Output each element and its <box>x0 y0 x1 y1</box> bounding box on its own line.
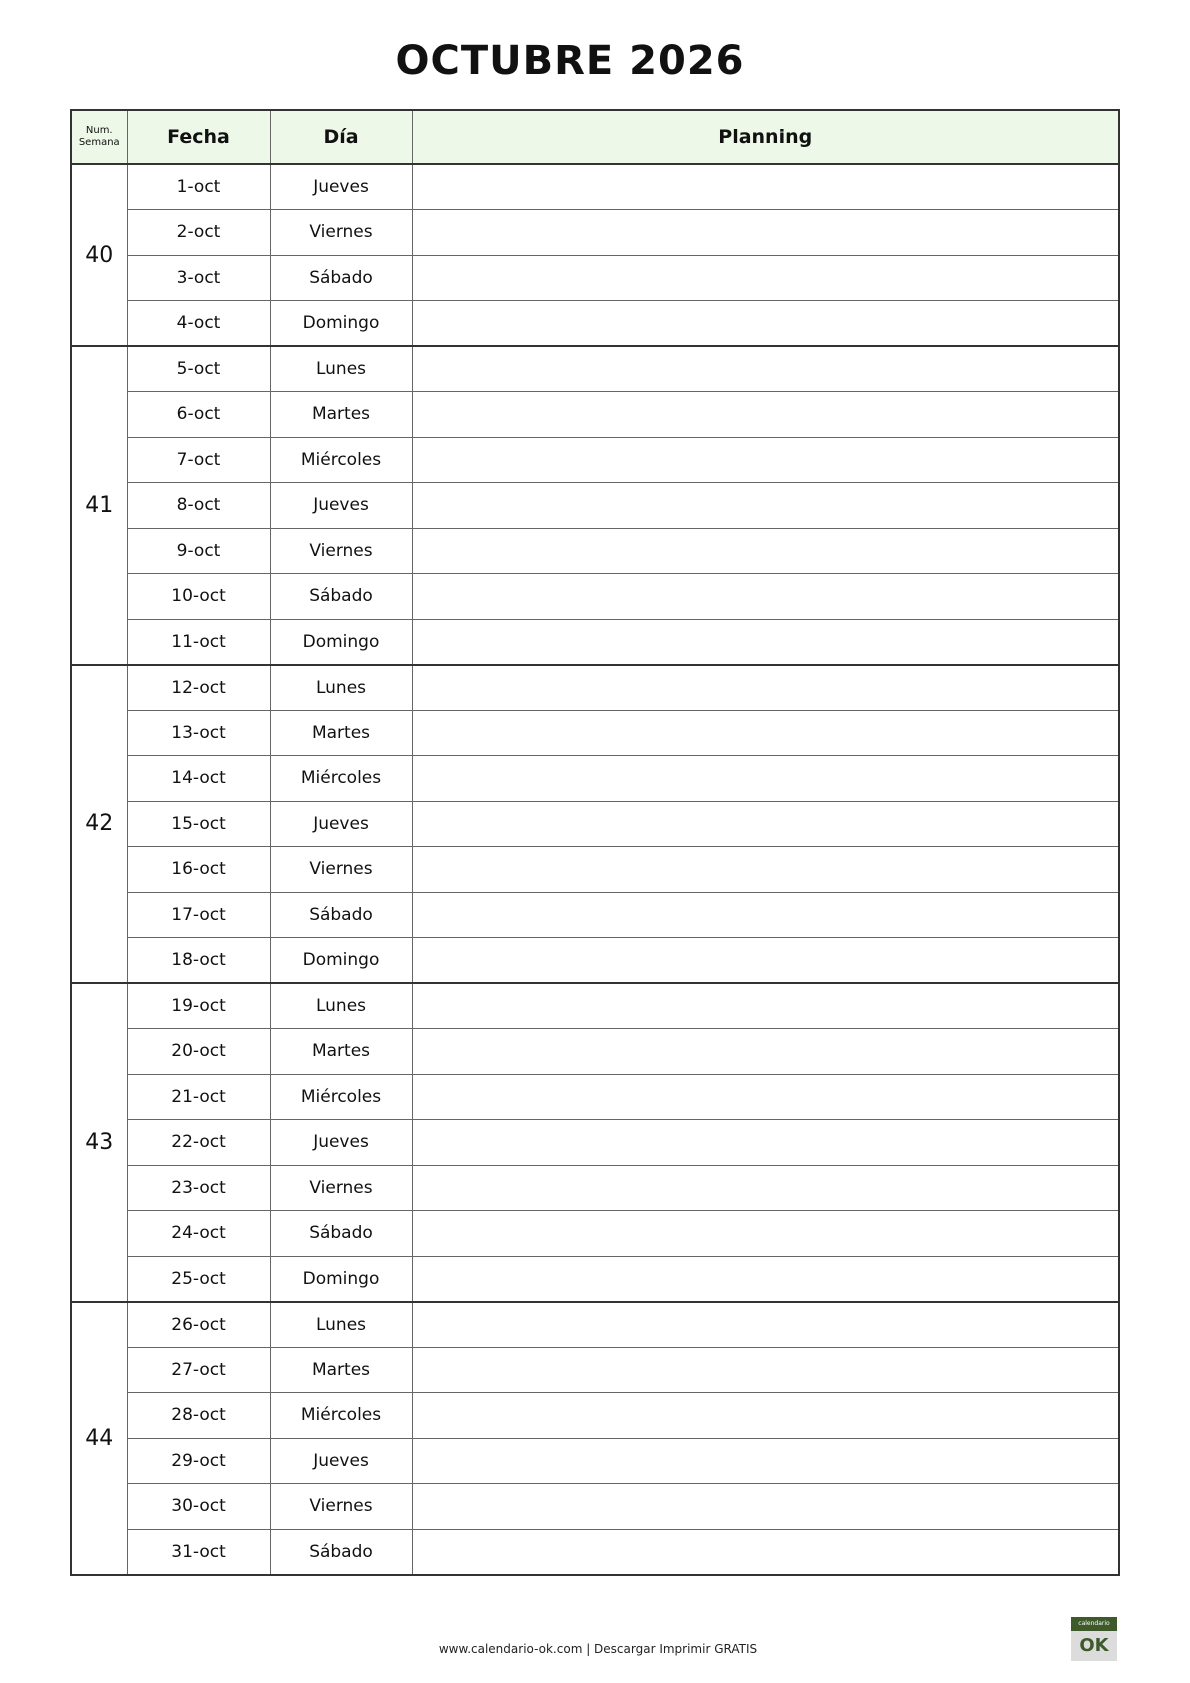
day-cell: Jueves <box>270 1120 412 1166</box>
date-cell: 29-oct <box>127 1438 270 1484</box>
planning-cell[interactable] <box>412 847 1119 893</box>
day-cell: Sábado <box>270 892 412 938</box>
date-cell: 17-oct <box>127 892 270 938</box>
day-cell: Domingo <box>270 301 412 347</box>
date-cell: 3-oct <box>127 255 270 301</box>
week-number: 40 <box>71 164 127 346</box>
planning-cell[interactable] <box>412 255 1119 301</box>
planning-cell[interactable] <box>412 1438 1119 1484</box>
day-row <box>71 756 1119 802</box>
day-row <box>71 1529 1119 1575</box>
day-row <box>71 210 1119 256</box>
day-row <box>71 437 1119 483</box>
planning-cell[interactable] <box>412 210 1119 256</box>
day-cell: Miércoles <box>270 1074 412 1120</box>
planning-cell[interactable] <box>412 1074 1119 1120</box>
calendario-ok-logo[interactable] <box>1071 1617 1117 1661</box>
date-cell: 4-oct <box>127 301 270 347</box>
planning-cell[interactable] <box>412 1256 1119 1302</box>
day-row <box>71 1393 1119 1439</box>
day-row <box>71 1302 1119 1348</box>
planning-cell[interactable] <box>412 483 1119 529</box>
date-cell: 18-oct <box>127 938 270 984</box>
day-cell: Viernes <box>270 847 412 893</box>
logo-bottom-label: OK <box>1071 1631 1117 1661</box>
day-cell: Viernes <box>270 210 412 256</box>
planning-cell[interactable] <box>412 665 1119 711</box>
date-cell: 13-oct <box>127 710 270 756</box>
day-cell: Martes <box>270 1347 412 1393</box>
day-row <box>71 574 1119 620</box>
planning-cell[interactable] <box>412 528 1119 574</box>
day-row <box>71 710 1119 756</box>
date-cell: 20-oct <box>127 1029 270 1075</box>
day-row <box>71 301 1119 347</box>
date-cell: 27-oct <box>127 1347 270 1393</box>
day-cell: Jueves <box>270 1438 412 1484</box>
day-cell: Viernes <box>270 1165 412 1211</box>
date-cell: 23-oct <box>127 1165 270 1211</box>
day-row <box>71 665 1119 711</box>
date-cell: 7-oct <box>127 437 270 483</box>
planning-cell[interactable] <box>412 619 1119 665</box>
day-row <box>71 847 1119 893</box>
planning-cell[interactable] <box>412 1165 1119 1211</box>
planning-cell[interactable] <box>412 756 1119 802</box>
week-number: 42 <box>71 665 127 984</box>
day-row <box>71 892 1119 938</box>
date-cell: 11-oct <box>127 619 270 665</box>
day-cell: Jueves <box>270 164 412 210</box>
day-row <box>71 1256 1119 1302</box>
date-cell: 12-oct <box>127 665 270 711</box>
planning-cell[interactable] <box>412 346 1119 392</box>
date-cell: 14-oct <box>127 756 270 802</box>
day-row <box>71 346 1119 392</box>
day-cell: Jueves <box>270 483 412 529</box>
date-cell: 28-oct <box>127 1393 270 1439</box>
day-cell: Miércoles <box>270 437 412 483</box>
day-row <box>71 1211 1119 1257</box>
day-row <box>71 483 1119 529</box>
date-cell: 22-oct <box>127 1120 270 1166</box>
day-cell: Sábado <box>270 1529 412 1575</box>
day-cell: Martes <box>270 1029 412 1075</box>
week-header-line1: Num. <box>85 125 113 136</box>
day-cell: Sábado <box>270 255 412 301</box>
planning-header: Planning <box>412 110 1119 164</box>
planner-body <box>71 164 1119 1575</box>
date-cell: 6-oct <box>127 392 270 438</box>
day-cell: Sábado <box>270 1211 412 1257</box>
day-row <box>71 1074 1119 1120</box>
date-cell: 1-oct <box>127 164 270 210</box>
date-cell: 10-oct <box>127 574 270 620</box>
day-cell: Domingo <box>270 938 412 984</box>
day-cell: Miércoles <box>270 756 412 802</box>
planning-cell[interactable] <box>412 1302 1119 1348</box>
planning-cell[interactable] <box>412 437 1119 483</box>
week-number: 41 <box>71 346 127 665</box>
day-cell: Lunes <box>270 1302 412 1348</box>
day-cell: Sábado <box>270 574 412 620</box>
planning-cell[interactable] <box>412 164 1119 210</box>
header-row <box>71 110 1119 164</box>
day-row <box>71 938 1119 984</box>
planning-cell[interactable] <box>412 1393 1119 1439</box>
day-row <box>71 619 1119 665</box>
day-row <box>71 983 1119 1029</box>
day-cell: Miércoles <box>270 1393 412 1439</box>
date-cell: 2-oct <box>127 210 270 256</box>
date-cell: 5-oct <box>127 346 270 392</box>
date-cell: 24-oct <box>127 1211 270 1257</box>
week-number: 44 <box>71 1302 127 1575</box>
week-number: 43 <box>71 983 127 1302</box>
planning-cell[interactable] <box>412 1211 1119 1257</box>
date-cell: 25-oct <box>127 1256 270 1302</box>
planning-cell[interactable] <box>412 710 1119 756</box>
planner-table <box>70 109 1120 1576</box>
date-cell: 26-oct <box>127 1302 270 1348</box>
day-cell: Jueves <box>270 801 412 847</box>
day-row <box>71 392 1119 438</box>
week-header-line2: Semana <box>78 137 120 148</box>
page-title: OCTUBRE 2026 <box>395 38 745 84</box>
planning-cell[interactable] <box>412 1484 1119 1530</box>
day-cell: Lunes <box>270 665 412 711</box>
day-row <box>71 1029 1119 1075</box>
date-cell: 19-oct <box>127 983 270 1029</box>
day-cell: Martes <box>270 710 412 756</box>
planning-cell[interactable] <box>412 301 1119 347</box>
day-row <box>71 1165 1119 1211</box>
day-cell: Domingo <box>270 619 412 665</box>
day-cell: Martes <box>270 392 412 438</box>
planning-cell[interactable] <box>412 983 1119 1029</box>
day-cell: Lunes <box>270 346 412 392</box>
day-row <box>71 1120 1119 1166</box>
day-row <box>71 255 1119 301</box>
planning-cell[interactable] <box>412 392 1119 438</box>
planning-cell[interactable] <box>412 1120 1119 1166</box>
day-cell: Domingo <box>270 1256 412 1302</box>
day-row <box>71 1484 1119 1530</box>
date-cell: 8-oct <box>127 483 270 529</box>
date-cell: 15-oct <box>127 801 270 847</box>
date-cell: 16-oct <box>127 847 270 893</box>
day-header: Día <box>270 110 412 164</box>
planning-cell[interactable] <box>412 801 1119 847</box>
footer-text: www.calendario-ok.com | Descargar Imprimir GRATIS <box>438 1642 758 1656</box>
date-cell: 31-oct <box>127 1529 270 1575</box>
planning-cell[interactable] <box>412 938 1119 984</box>
planning-cell[interactable] <box>412 1529 1119 1575</box>
day-row <box>71 164 1119 210</box>
date-header: Fecha <box>127 110 270 164</box>
planning-cell[interactable] <box>412 892 1119 938</box>
day-row <box>71 1347 1119 1393</box>
date-cell: 9-oct <box>127 528 270 574</box>
planning-cell[interactable] <box>412 1347 1119 1393</box>
day-row <box>71 801 1119 847</box>
day-row <box>71 528 1119 574</box>
day-row <box>71 1438 1119 1484</box>
day-cell: Viernes <box>270 1484 412 1530</box>
day-cell: Lunes <box>270 983 412 1029</box>
date-cell: 30-oct <box>127 1484 270 1530</box>
logo-top-label: calendario <box>1071 1617 1117 1631</box>
day-cell: Viernes <box>270 528 412 574</box>
week-number-header <box>71 110 127 164</box>
planning-cell[interactable] <box>412 574 1119 620</box>
planning-cell[interactable] <box>412 1029 1119 1075</box>
date-cell: 21-oct <box>127 1074 270 1120</box>
